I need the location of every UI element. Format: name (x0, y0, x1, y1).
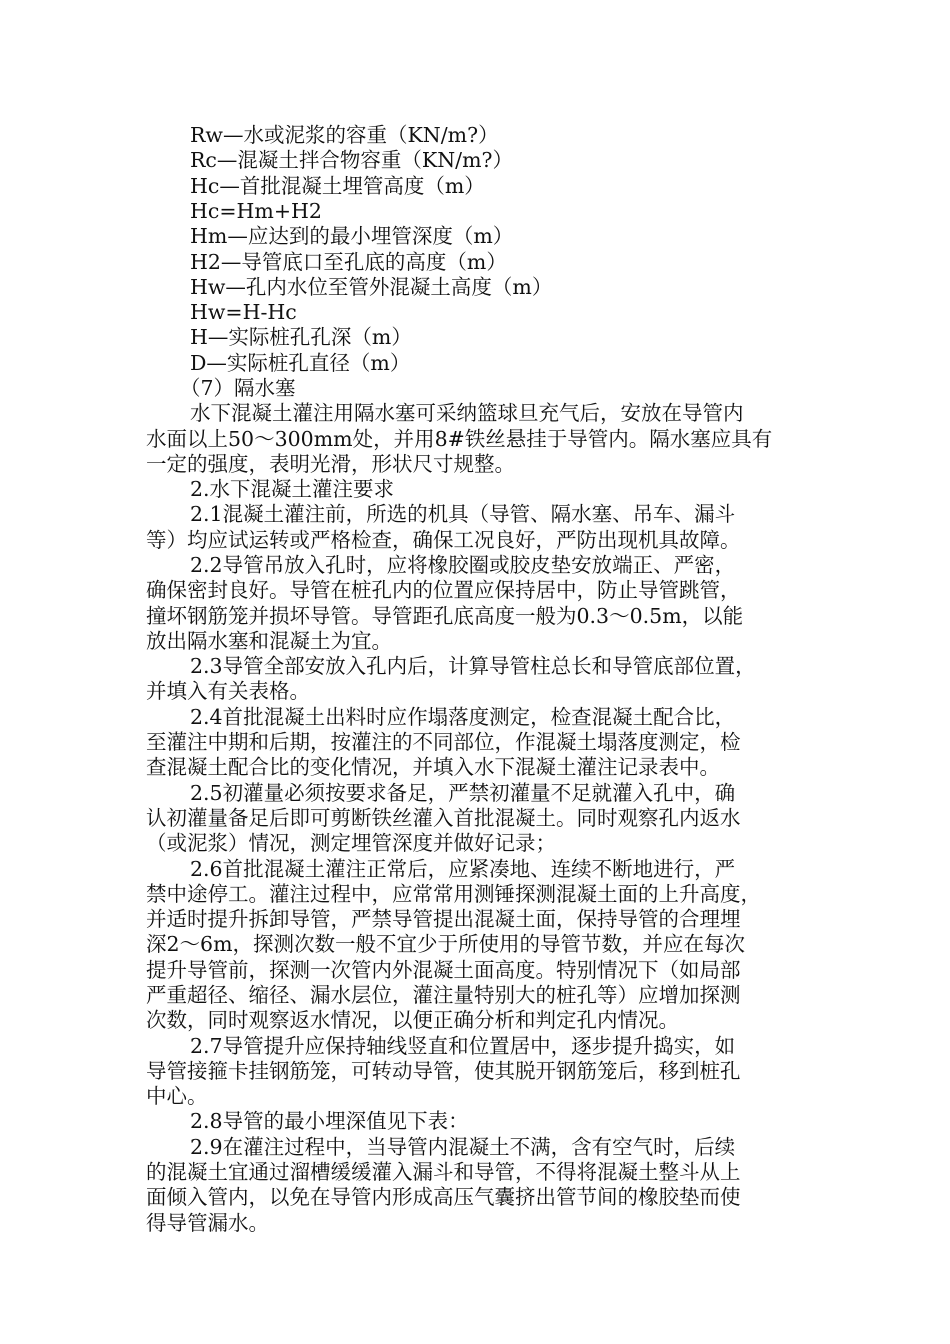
text-line: 深2～6m，探测次数一般不宜少于所使用的导管节数，并应在每次 (146, 932, 746, 956)
text-line: 并适时提升拆卸导管，严禁导管提出混凝土面，保持导管的合理埋 (146, 907, 741, 931)
text-line: 并填入有关表格。 (146, 679, 310, 703)
text-line: Hm—应达到的最小埋管深度（m） (190, 224, 514, 248)
text-line: 放出隔水塞和混凝土为宜。 (146, 629, 392, 653)
text-line: H2—导管底口至孔底的高度（m） (190, 250, 507, 274)
text-line: 2.5初灌量必须按要求备足，严禁初灌量不足就灌入孔中，确 (190, 781, 736, 805)
section-heading: 2.水下混凝土灌注要求 (190, 477, 395, 501)
text-line: H—实际桩孔孔深（m） (190, 325, 412, 349)
text-line: 水面以上50～300mm处，并用8#铁丝悬挂于导管内。隔水塞应具有 (146, 427, 773, 451)
section-heading: （7）隔水塞 (180, 376, 296, 400)
text-line: 的混凝土宜通过溜槽缓缓灌入漏斗和导管，不得将混凝土整斗从上 (146, 1160, 741, 1184)
text-line: 2.3导管全部安放入孔内后，计算导管柱总长和导管底部位置， (190, 654, 756, 678)
text-line: D—实际桩孔直径（m） (190, 351, 411, 375)
text-line: Hc—首批混凝土埋管高度（m） (190, 174, 485, 198)
text-line: 至灌注中期和后期，按灌注的不同部位，作混凝土塌落度测定，检 (146, 730, 741, 754)
text-line: 次数，同时观察返水情况，以便正确分析和判定孔内情况。 (146, 1008, 679, 1032)
text-line: 水下混凝土灌注用隔水塞可采纳篮球旦充气后，安放在导管内 (190, 401, 744, 425)
text-line: 2.9在灌注过程中，当导管内混凝土不满，含有空气时，后续 (190, 1135, 736, 1159)
text-line: 2.1混凝土灌注前，所选的机具（导管、隔水塞、吊车、漏斗 (190, 502, 736, 526)
text-line: 提升导管前，探测一次管内外混凝土面高度。特别情况下（如局部 (146, 958, 741, 982)
text-line: 2.2导管吊放入孔时，应将橡胶圈或胶皮垫安放端正、严密， (190, 553, 736, 577)
text-line: Hw=H-Hc (190, 300, 297, 324)
text-line: 确保密封良好。导管在桩孔内的位置应保持居中，防止导管跳管， (146, 578, 741, 602)
text-line: 2.6首批混凝土灌注正常后，应紧凑地、连续不断地进行，严 (190, 857, 736, 881)
text-line: 一定的强度，表明光滑，形状尺寸规整。 (146, 452, 515, 476)
text-line: Rw—水或泥浆的容重（KN/m?） (190, 123, 499, 147)
text-line: （或泥浆）情况，测定埋管深度并做好记录； (146, 831, 556, 855)
text-line: 等）均应试运转或严格检查，确保工况良好，严防出现机具故障。 (146, 528, 741, 552)
text-line: Hc=Hm+H2 (190, 199, 322, 223)
text-line: 撞坏钢筋笼并损坏导管。导管距孔底高度一般为0.3～0.5m，以能 (146, 604, 744, 628)
text-line: 2.8导管的最小埋深值见下表： (190, 1109, 469, 1133)
text-line: 中心。 (146, 1084, 208, 1108)
text-line: 认初灌量备足后即可剪断铁丝灌入首批混凝土。同时观察孔内返水 (146, 806, 741, 830)
text-line: 面倾入管内，以免在导管内形成高压气囊挤出管节间的橡胶垫而使 (146, 1185, 741, 1209)
text-line: 禁中途停工。灌注过程中，应常常用测锤探测混凝土面的上升高度， (146, 882, 761, 906)
text-line: 导管接箍卡挂钢筋笼，可转动导管，使其脱开钢筋笼后，移到桩孔 (146, 1059, 741, 1083)
text-line: 严重超径、缩径、漏水层位，灌注量特别大的桩孔等）应增加探测 (146, 983, 741, 1007)
text-line: 2.7导管提升应保持轴线竖直和位置居中，逐步提升捣实，如 (190, 1034, 736, 1058)
text-line: Hw—孔内水位至管外混凝土高度（m） (190, 275, 553, 299)
text-line: 2.4首批混凝土出料时应作塌落度测定，检查混凝土配合比， (190, 705, 736, 729)
text-line: 得导管漏水。 (146, 1211, 269, 1235)
text-line: 查混凝土配合比的变化情况，并填入水下混凝土灌注记录表中。 (146, 755, 720, 779)
text-line: Rc—混凝土拌合物容重（KN/m?） (190, 148, 514, 172)
